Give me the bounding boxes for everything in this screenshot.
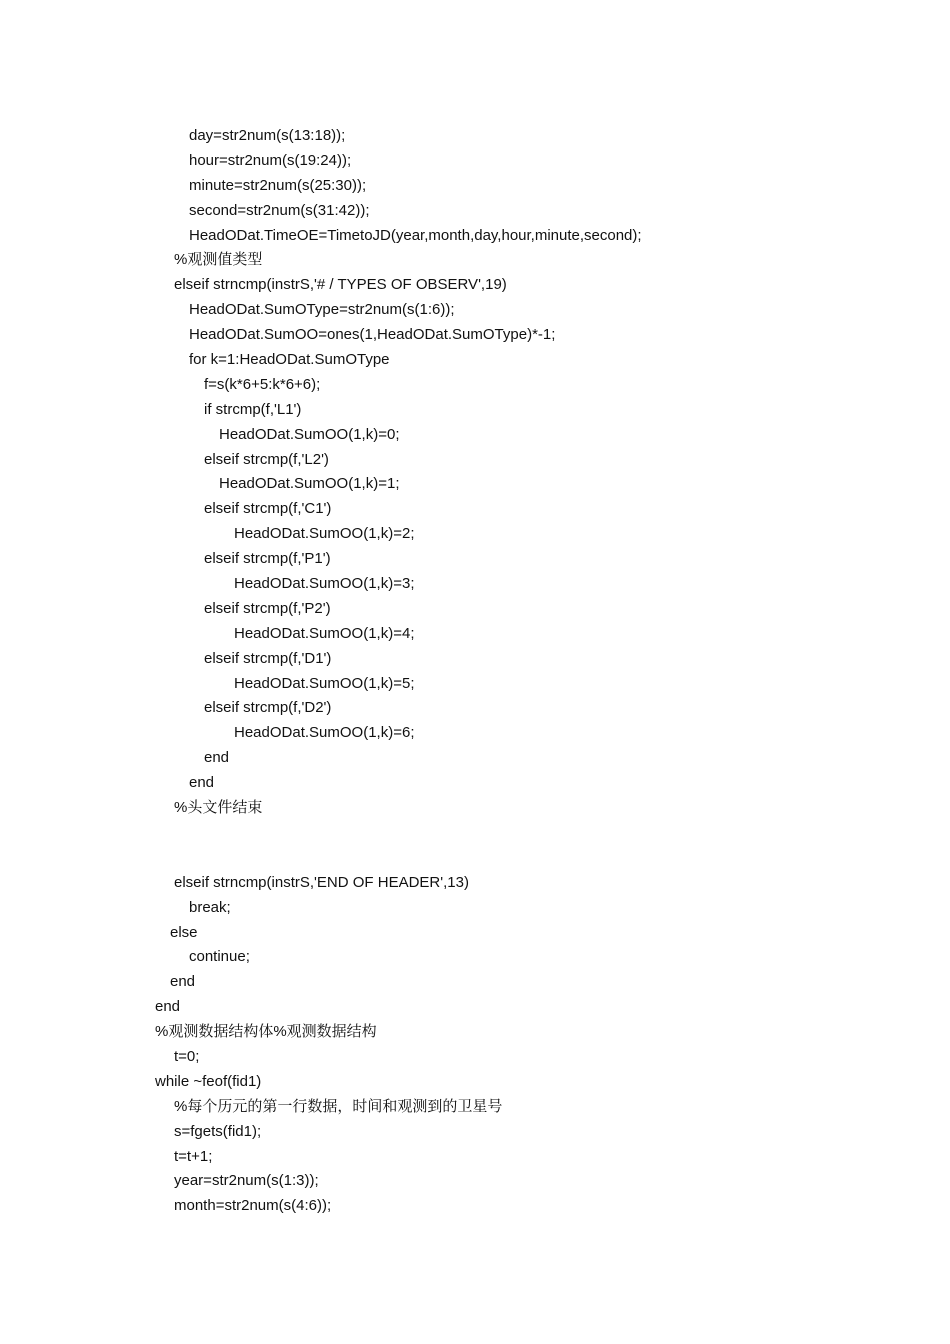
code-line: end [155, 998, 181, 1016]
code-line: elseif strncmp(instrS,'END OF HEADER',13) [174, 873, 469, 891]
code-comment: %每个历元的第一行数据，时间和观测到的卫星号 [174, 1097, 503, 1115]
code-line: for k=1:HeadODat.SumOType [189, 351, 390, 369]
code-line: HeadODat.SumOO(1,k)=4; [234, 624, 415, 642]
code-line: year=str2num(s(1:3)); [174, 1172, 319, 1190]
code-line: day=str2num(s(13:18)); [189, 127, 346, 144]
code-line: hour=str2num(s(19:24)); [189, 151, 352, 169]
code-line: t=t+1; [174, 1147, 213, 1165]
code-line: continue; [189, 948, 250, 966]
code-comment: %头文件结束 [174, 799, 263, 817]
code-line: f=s(k*6+5:k*6+6); [204, 375, 321, 393]
code-line: end [170, 973, 196, 991]
code-line: s=fgets(fid1); [174, 1122, 262, 1140]
code-line: HeadODat.SumOO(1,k)=3; [234, 575, 415, 593]
code-line: HeadODat.SumOO(1,k)=1; [219, 475, 400, 493]
code-line: end [189, 774, 215, 792]
code-line: HeadODat.SumOO(1,k)=0; [219, 425, 400, 443]
code-line: elseif strcmp(f,'L2') [204, 450, 329, 468]
code-comment: %观测数据结构体%观测数据结构 [155, 1023, 377, 1041]
code-line: minute=str2num(s(25:30)); [189, 176, 367, 194]
code-line: HeadODat.SumOO(1,k)=5; [234, 674, 415, 692]
code-line: HeadODat.SumOO=ones(1,HeadODat.SumOType)*-1; [189, 326, 556, 344]
code-line: month=str2num(s(4:6)); [174, 1197, 332, 1215]
code-line: HeadODat.SumOO(1,k)=6; [234, 724, 415, 742]
code-line: elseif strcmp(f,'P1') [204, 550, 331, 568]
code-line: t=0; [174, 1047, 200, 1065]
code-line: while ~feof(fid1) [155, 1072, 262, 1090]
code-line: elseif strcmp(f,'P2') [204, 599, 331, 617]
code-line: HeadODat.TimeOE=TimetoJD(year,month,day,hour,minute,second); [189, 226, 642, 244]
code-line: elseif strcmp(f,'C1') [204, 500, 332, 518]
code-line: if strcmp(f,'L1') [204, 400, 302, 418]
blank-line [155, 821, 642, 846]
code-line: second=str2num(s(31:42)); [189, 201, 370, 219]
code-line: elseif strncmp(instrS,'# / TYPES OF OBSERV',19) [174, 276, 507, 294]
blank-line [155, 846, 642, 871]
code-line: break; [189, 898, 231, 916]
code-comment: %观测值类型 [174, 251, 263, 269]
code-line: HeadODat.SumOType=str2num(s(1:6)); [189, 301, 455, 319]
code-line: elseif strcmp(f,'D1') [204, 649, 332, 667]
code-line: elseif strcmp(f,'D2') [204, 699, 332, 717]
code-line: end [204, 749, 230, 767]
code-line: else [170, 923, 198, 941]
code-listing [155, 124, 642, 1219]
code-line: HeadODat.SumOO(1,k)=2; [234, 525, 415, 543]
